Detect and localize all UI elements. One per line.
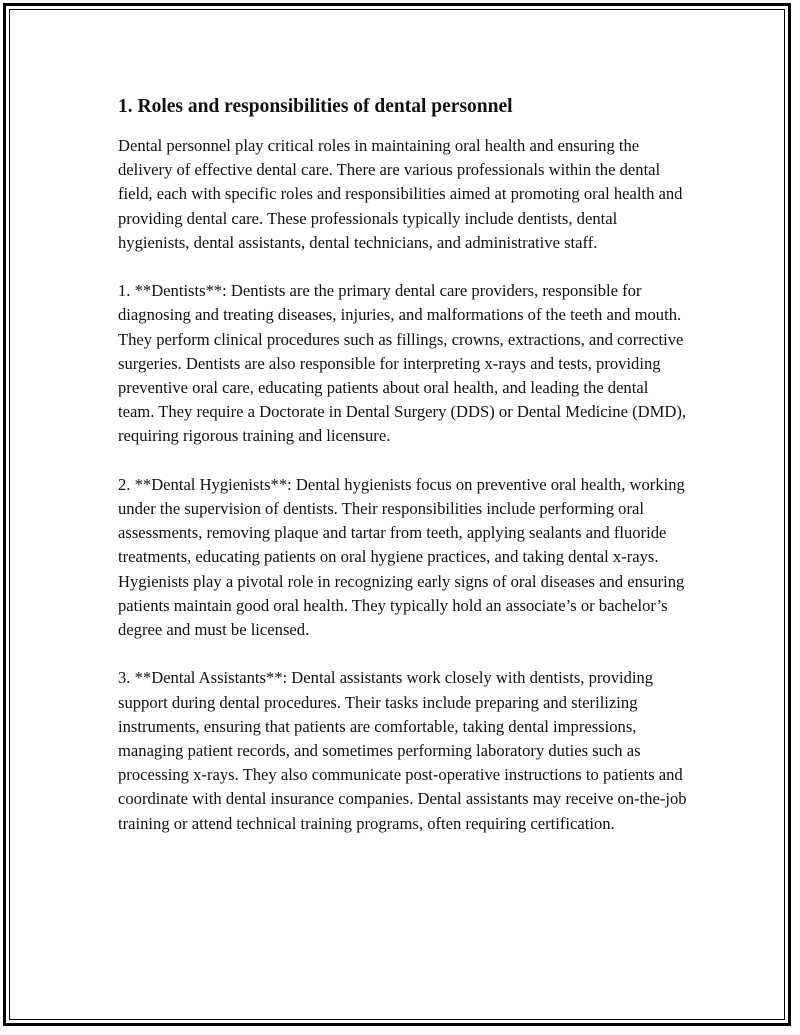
dentists-paragraph: 1. **Dentists**: Dentists are the primary dental care providers, responsible for diagnosing and treating diseases, injuries, and malformations of the teeth and mouth. They perform clinical procedures such as fillings, crowns, extractions, and corrective surgeries. Dentists are also responsible for interpreting x-rays and tests, providing preventive oral care, educating patients about oral health, and leading the dental team. They require a Doctorate in Dental Surgery (DDS) or Dental Medicine (DMD), requiring rigorous training and licensure.	[118, 281, 687, 446]
section-heading: 1. Roles and responsibilities of dental personnel	[118, 96, 513, 117]
intro-paragraph: Dental personnel play critical roles in maintaining oral health and ensuring the delivery of effective dental care. There are various professionals within the dental field, each with specific roles and responsibilities aimed at promoting oral health and providing dental care. These professionals typically include dentists, dental hygienists, dental assistants, dental technicians, and administrative staff.	[118, 136, 683, 252]
document-body	[118, 94, 688, 860]
dental-hygienists-paragraph: 2. **Dental Hygienists**: Dental hygienists focus on preventive oral health, working under the supervision of dentists. Their responsibilities include performing oral assessments, removing plaque and tartar from teeth, applying sealants and fluoride treatments, educating patients on oral hygiene practices, and taking dental x-rays. Hygienists play a pivotal role in recognizing early signs of oral diseases and ensuring patients maintain good oral health. They typically hold an associate’s or bachelor’s degree and must be licensed.	[118, 474, 685, 640]
dental-assistants-paragraph: 3. **Dental Assistants**: Dental assistants work closely with dentists, providing support during dental procedures. Their tasks include preparing and sterilizing instruments, ensuring that patients are comfortable, taking dental impressions, managing patient records, and sometimes performing laboratory duties such as processing x-rays. They also communicate post-operative instructions to patients and coordinate with dental insurance companies. Dental assistants may receive on-the-job training or attend technical training programs, often requiring certification.	[118, 668, 687, 833]
